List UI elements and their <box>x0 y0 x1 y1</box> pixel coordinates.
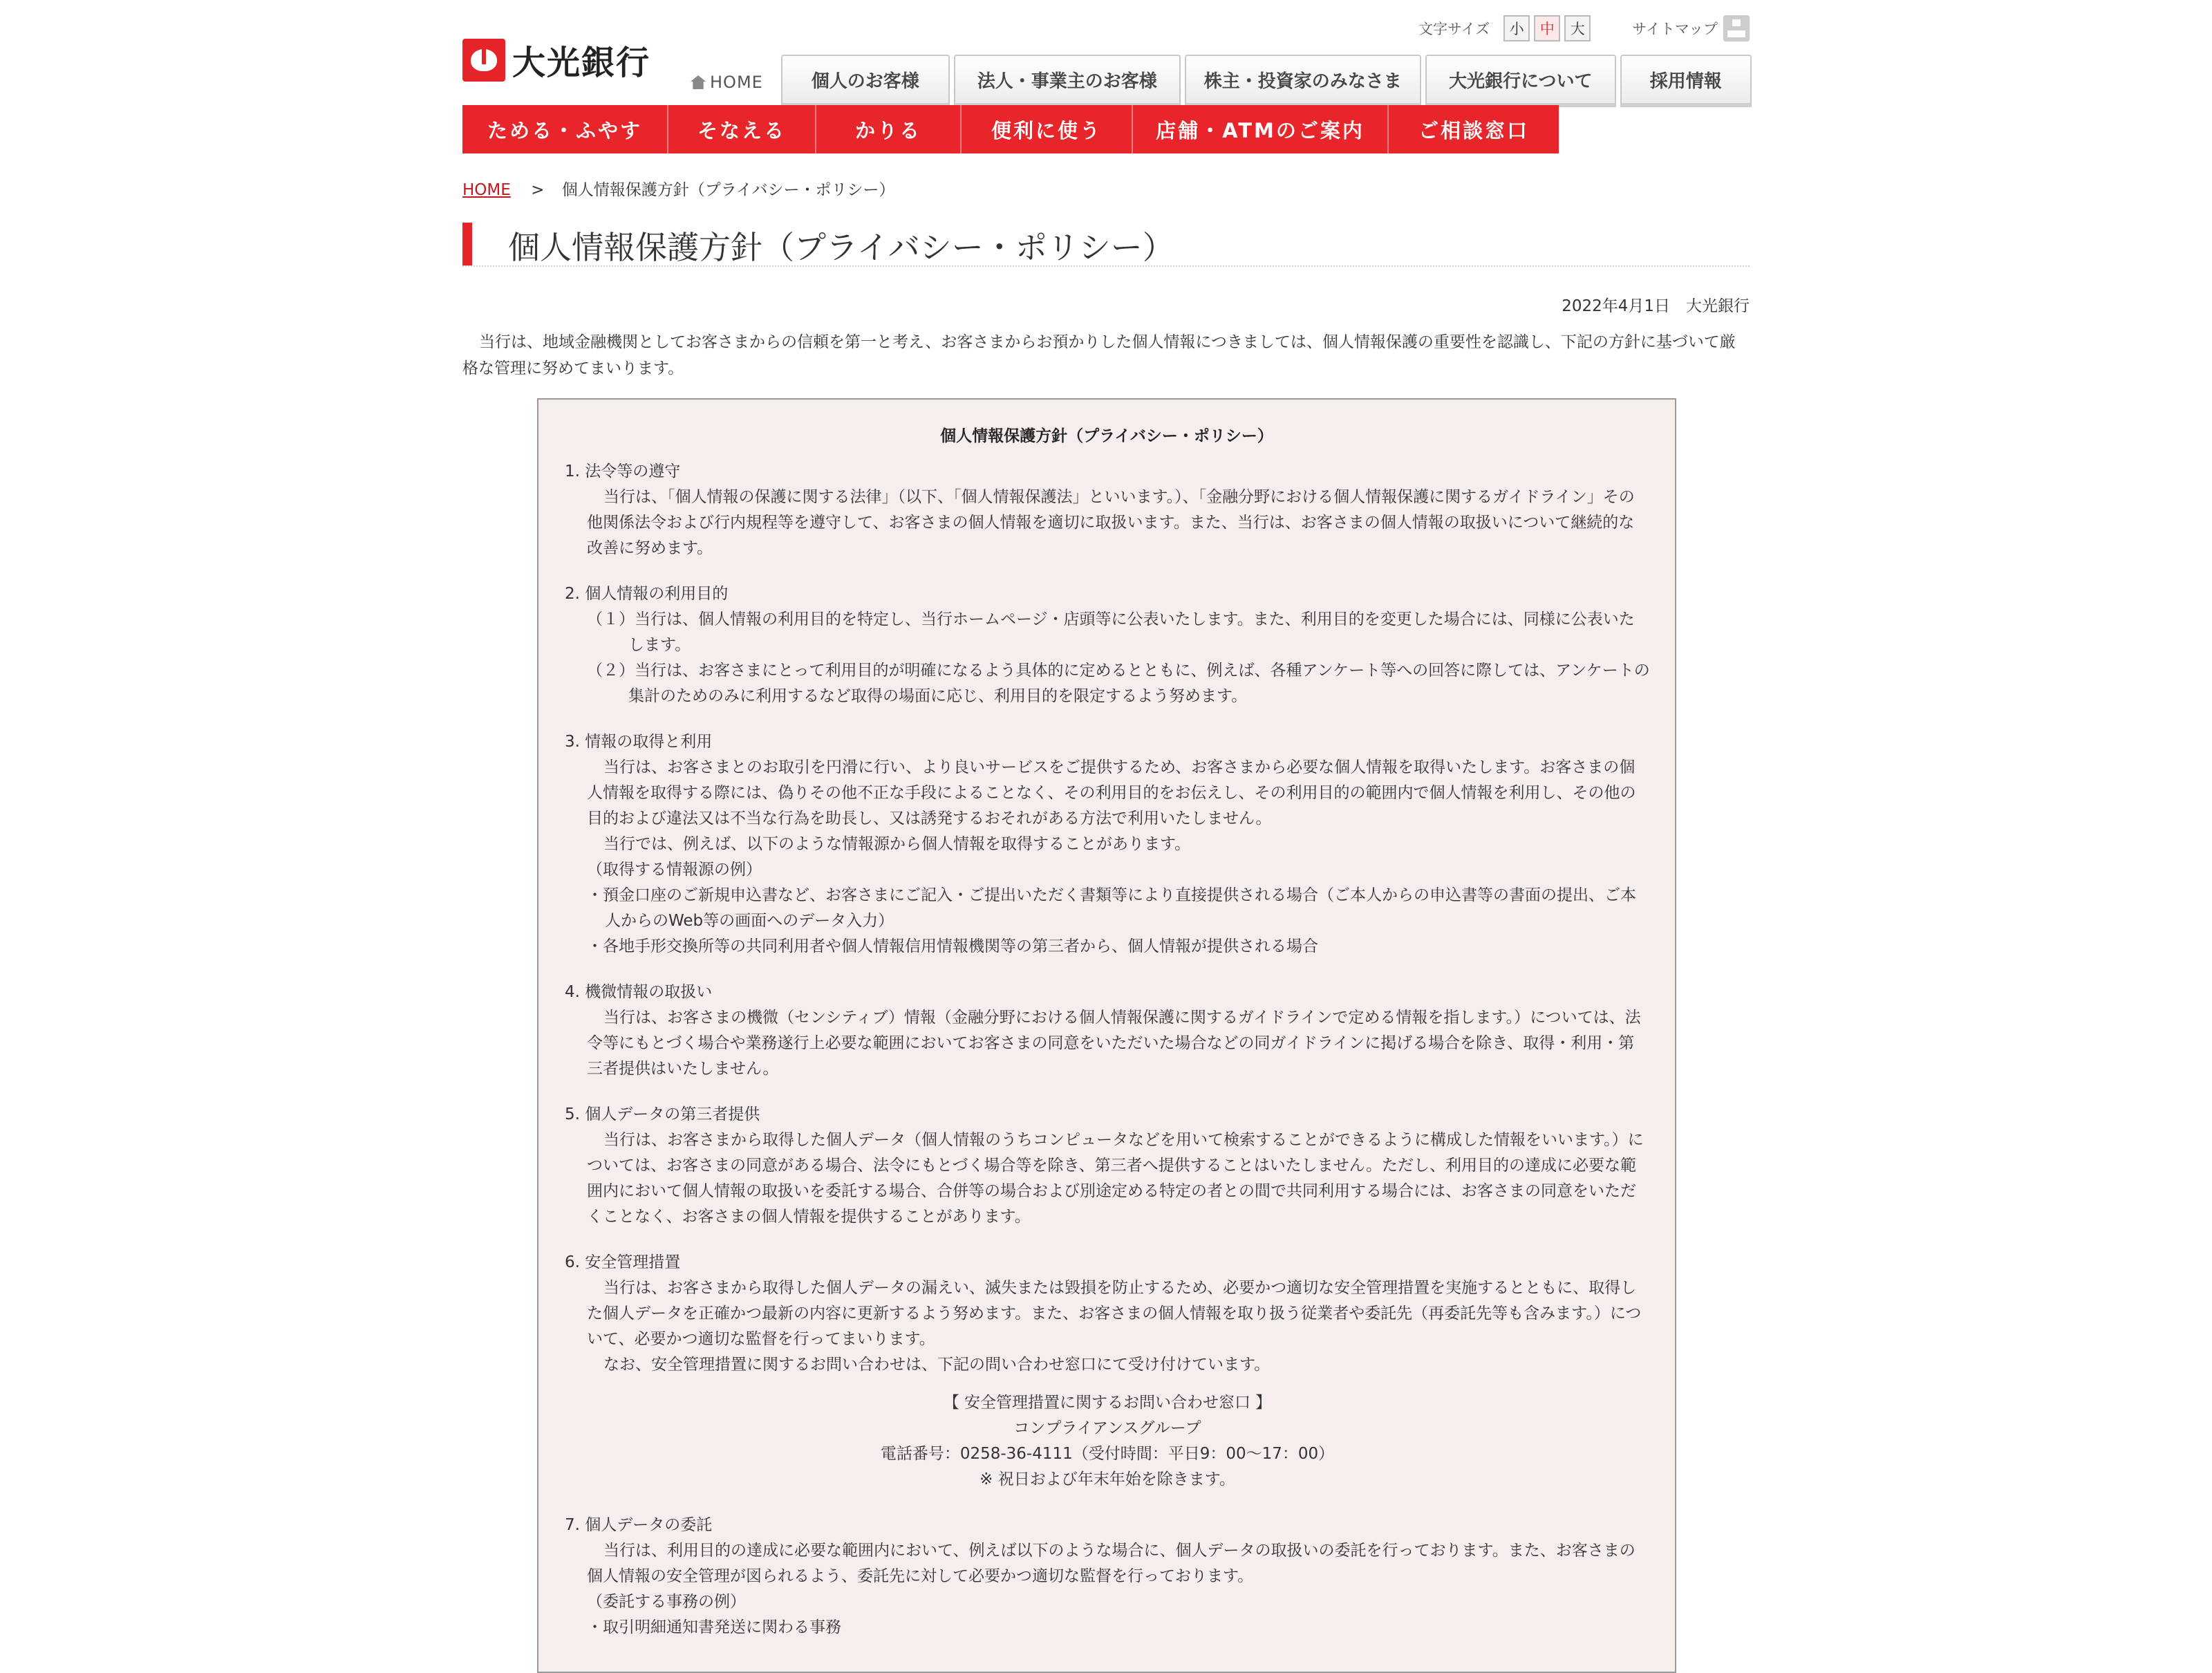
category-convenience[interactable]: 便利に使う <box>962 105 1133 153</box>
global-nav <box>691 55 1752 107</box>
section-paragraph: 当行は、利用目的の達成に必要な範囲内において、例えば以下のような場合に、個人データの取扱いの委託を行っております。また、お客さまの個人情報の安全管理が図られるよう、委託先に対して必要かつ適切な監督を行っております。 <box>587 1542 1635 1585</box>
font-size-label: 文字サイズ <box>1418 21 1490 37</box>
tab-about[interactable]: 大光銀行について <box>1425 55 1616 107</box>
page-title: 個人情報保護方針（プライバシー・ポリシー） <box>508 229 1174 266</box>
list-item: ・取引明細通知書発送に関わる事務 <box>587 1618 841 1636</box>
sitemap-label: サイトマップ <box>1632 21 1718 37</box>
bank-logo[interactable] <box>462 36 650 84</box>
policy-section-5 <box>565 1102 1650 1230</box>
section-paragraph: 当行は、お客さまから取得した個人データ（個人情報のうちコンピュータなどを用いて検索することができるように構成した情報をいいます。）については、お客さまの同意がある場合、法令にもとづく場合等を除き、第三者へ提供することはいたしません。ただし、利用目的の達成に必要な範囲内において個人情報の取扱いを委託する場合、合併等の場合および別途定める特定の者との間で共同利用する場合には、お客さまの同意をいただくことなく、お客さまの個人情報を提供することがあります。 <box>587 1131 1644 1226</box>
section-subitem: （１）当行は、個人情報の利用目的を特定し、当行ホームページ・店頭等に公表いたします。また、利用目的を変更した場合には、同様に公表いたします。 <box>587 610 1635 654</box>
section-label: （委託する事務の例） <box>587 1593 746 1611</box>
section-heading: 3. 情報の取得と利用 <box>565 733 713 751</box>
policy-section-1 <box>565 459 1650 561</box>
breadcrumb <box>462 177 895 200</box>
breadcrumb-current: 個人情報保護方針（プライバシー・ポリシー） <box>561 181 895 199</box>
section-heading: 2. 個人情報の利用目的 <box>565 585 729 603</box>
breadcrumb-home-link[interactable]: HOME <box>462 181 511 199</box>
category-prepare[interactable]: そなえる <box>668 105 816 153</box>
home-icon <box>691 75 706 89</box>
tab-recruit[interactable]: 採用情報 <box>1620 55 1752 107</box>
sitemap-icon <box>1723 15 1750 41</box>
font-size-medium-button[interactable]: 中 <box>1534 15 1560 41</box>
bank-logo-text: 大光銀行 <box>512 44 651 82</box>
intro-text: 当行は、地域金融機関としてお客さまからの信頼を第一と考え、お客さまからお預かりした個人情報につきましては、個人情報保護の重要性を認識し、下記の方針に基づいて厳格な管理に努めてまいります。 <box>462 333 1736 377</box>
tab-investors[interactable]: 株主・投資家のみなさま <box>1185 55 1421 107</box>
policy-section-6 <box>565 1250 1650 1493</box>
nav-home-link[interactable] <box>691 57 763 107</box>
section-label: （取得する情報源の例） <box>587 861 762 879</box>
page-title-block <box>462 220 1750 267</box>
font-size-large-button[interactable]: 大 <box>1564 15 1591 41</box>
nav-home-label: HOME <box>710 73 763 92</box>
contact-group: コンプライアンスグループ <box>1013 1419 1201 1437</box>
title-accent-bar <box>462 223 472 265</box>
section-subitem: （２）当行は、お客さまにとって利用目的が明確になるよう具体的に定めるとともに、例えば、各種アンケート等への回答に際しては、アンケートの集計のためのみに利用するなど取得の場面に応じ、利用目的を限定するよう努めます。 <box>587 662 1650 705</box>
contact-block <box>565 1390 1650 1493</box>
section-paragraph: 当行は、「個人情報の保護に関する法律」（以下、「個人情報保護法」といいます。）、「金融分野における個人情報保護に関するガイドライン」その他関係法令および行内規程等を遵守して、お客さまの個人情報を適切に取扱います。また、当行は、お客さまの個人情報の取扱いについて継続的な改善に努めます。 <box>587 488 1635 557</box>
section-paragraph: なお、安全管理措置に関するお問い合わせは、下記の問い合わせ窓口にて受け付けています。 <box>603 1356 1271 1374</box>
policy-section-3 <box>565 729 1650 960</box>
date-line: 2022年4月1日 大光銀行 <box>1562 297 1750 315</box>
category-nav <box>462 105 1559 153</box>
section-paragraph: 当行では、例えば、以下のような情報源から個人情報を取得することがあります。 <box>603 835 1191 853</box>
policy-title: 個人情報保護方針（プライバシー・ポリシー） <box>940 427 1273 445</box>
category-borrow[interactable]: かりる <box>816 105 962 153</box>
policy-section-7 <box>565 1513 1650 1641</box>
tab-business[interactable]: 法人・事業主のお客様 <box>954 55 1181 107</box>
list-item: ・預金口座のご新規申込書など、お客さまにご記入・ご提出いただく書類等により直接提供される場合（ご本人からの申込書等の書面の提出、ご本人からのWeb等の画面へのデータ入力） <box>587 886 1636 930</box>
policy-body <box>565 459 1650 1661</box>
section-paragraph: 当行は、お客さまとのお取引を円滑に行い、より良いサービスをご提供するため、お客さまから必要な個人情報を取得いたします。お客さまの個人情報を取得する際には、偽りその他不正な手段によることなく、その利用目的をお伝えし、その利用目的の範囲内で個人情報を利用し、その他の目的および違法又は不当な行為を助長し、又は誘発するおそれがある方法で利用いたしません。 <box>587 758 1636 828</box>
contact-note: ※ 祝日および年末年始を除きます。 <box>980 1470 1235 1488</box>
list-item: ・各地手形交換所等の共同利用者や個人情報信用情報機関等の第三者から、個人情報が提供される場合 <box>587 937 1318 955</box>
category-branch-atm[interactable]: 店舗・ATMのご案内 <box>1133 105 1389 153</box>
policy-section-2 <box>565 581 1650 709</box>
bank-logo-mark-icon <box>462 39 505 82</box>
sitemap-link[interactable] <box>1632 15 1750 41</box>
utility-bar <box>1418 15 1750 41</box>
category-save-invest[interactable]: ためる・ふやす <box>462 105 668 153</box>
contact-phone: 電話番号：0258-36-4111（受付時間：平日9：00〜17：00） <box>880 1445 1335 1463</box>
contact-title: 【 安全管理措置に関するお問い合わせ窓口 】 <box>943 1394 1272 1412</box>
policy-section-4 <box>565 980 1650 1082</box>
font-size-small-button[interactable]: 小 <box>1503 15 1530 41</box>
section-paragraph: 当行は、お客さまの機微（センシティブ）情報（金融分野における個人情報保護に関するガイドラインで定める情報を指します。）については、法令等にもとづく場合や業務遂行上必要な範囲においてお客さまの同意をいただいた場合などの同ガイドラインに掲げる場合を除き、取得・利用・第三者提供はいたしません。 <box>587 1009 1641 1078</box>
section-heading: 4. 機微情報の取扱い <box>565 983 713 1001</box>
section-heading: 5. 個人データの第三者提供 <box>565 1105 760 1123</box>
section-heading: 7. 個人データの委託 <box>565 1516 713 1534</box>
tab-personal[interactable]: 個人のお客様 <box>781 55 950 107</box>
category-consultation[interactable]: ご相談窓口 <box>1389 105 1559 153</box>
section-heading: 6. 安全管理措置 <box>565 1253 681 1271</box>
section-paragraph: 当行は、お客さまから取得した個人データの漏えい、滅失または毀損を防止するため、必要かつ適切な安全管理措置を実施するとともに、取得した個人データを正確かつ最新の内容に更新するよう努めます。また、お客さまの個人情報を取り扱う従業者や委託先（再委託先等も含みます。）について、必要かつ適切な監督を行ってまいります。 <box>587 1279 1642 1348</box>
section-heading: 1. 法令等の遵守 <box>565 462 681 480</box>
breadcrumb-separator: > <box>531 181 545 199</box>
policy-box <box>537 398 1676 1673</box>
